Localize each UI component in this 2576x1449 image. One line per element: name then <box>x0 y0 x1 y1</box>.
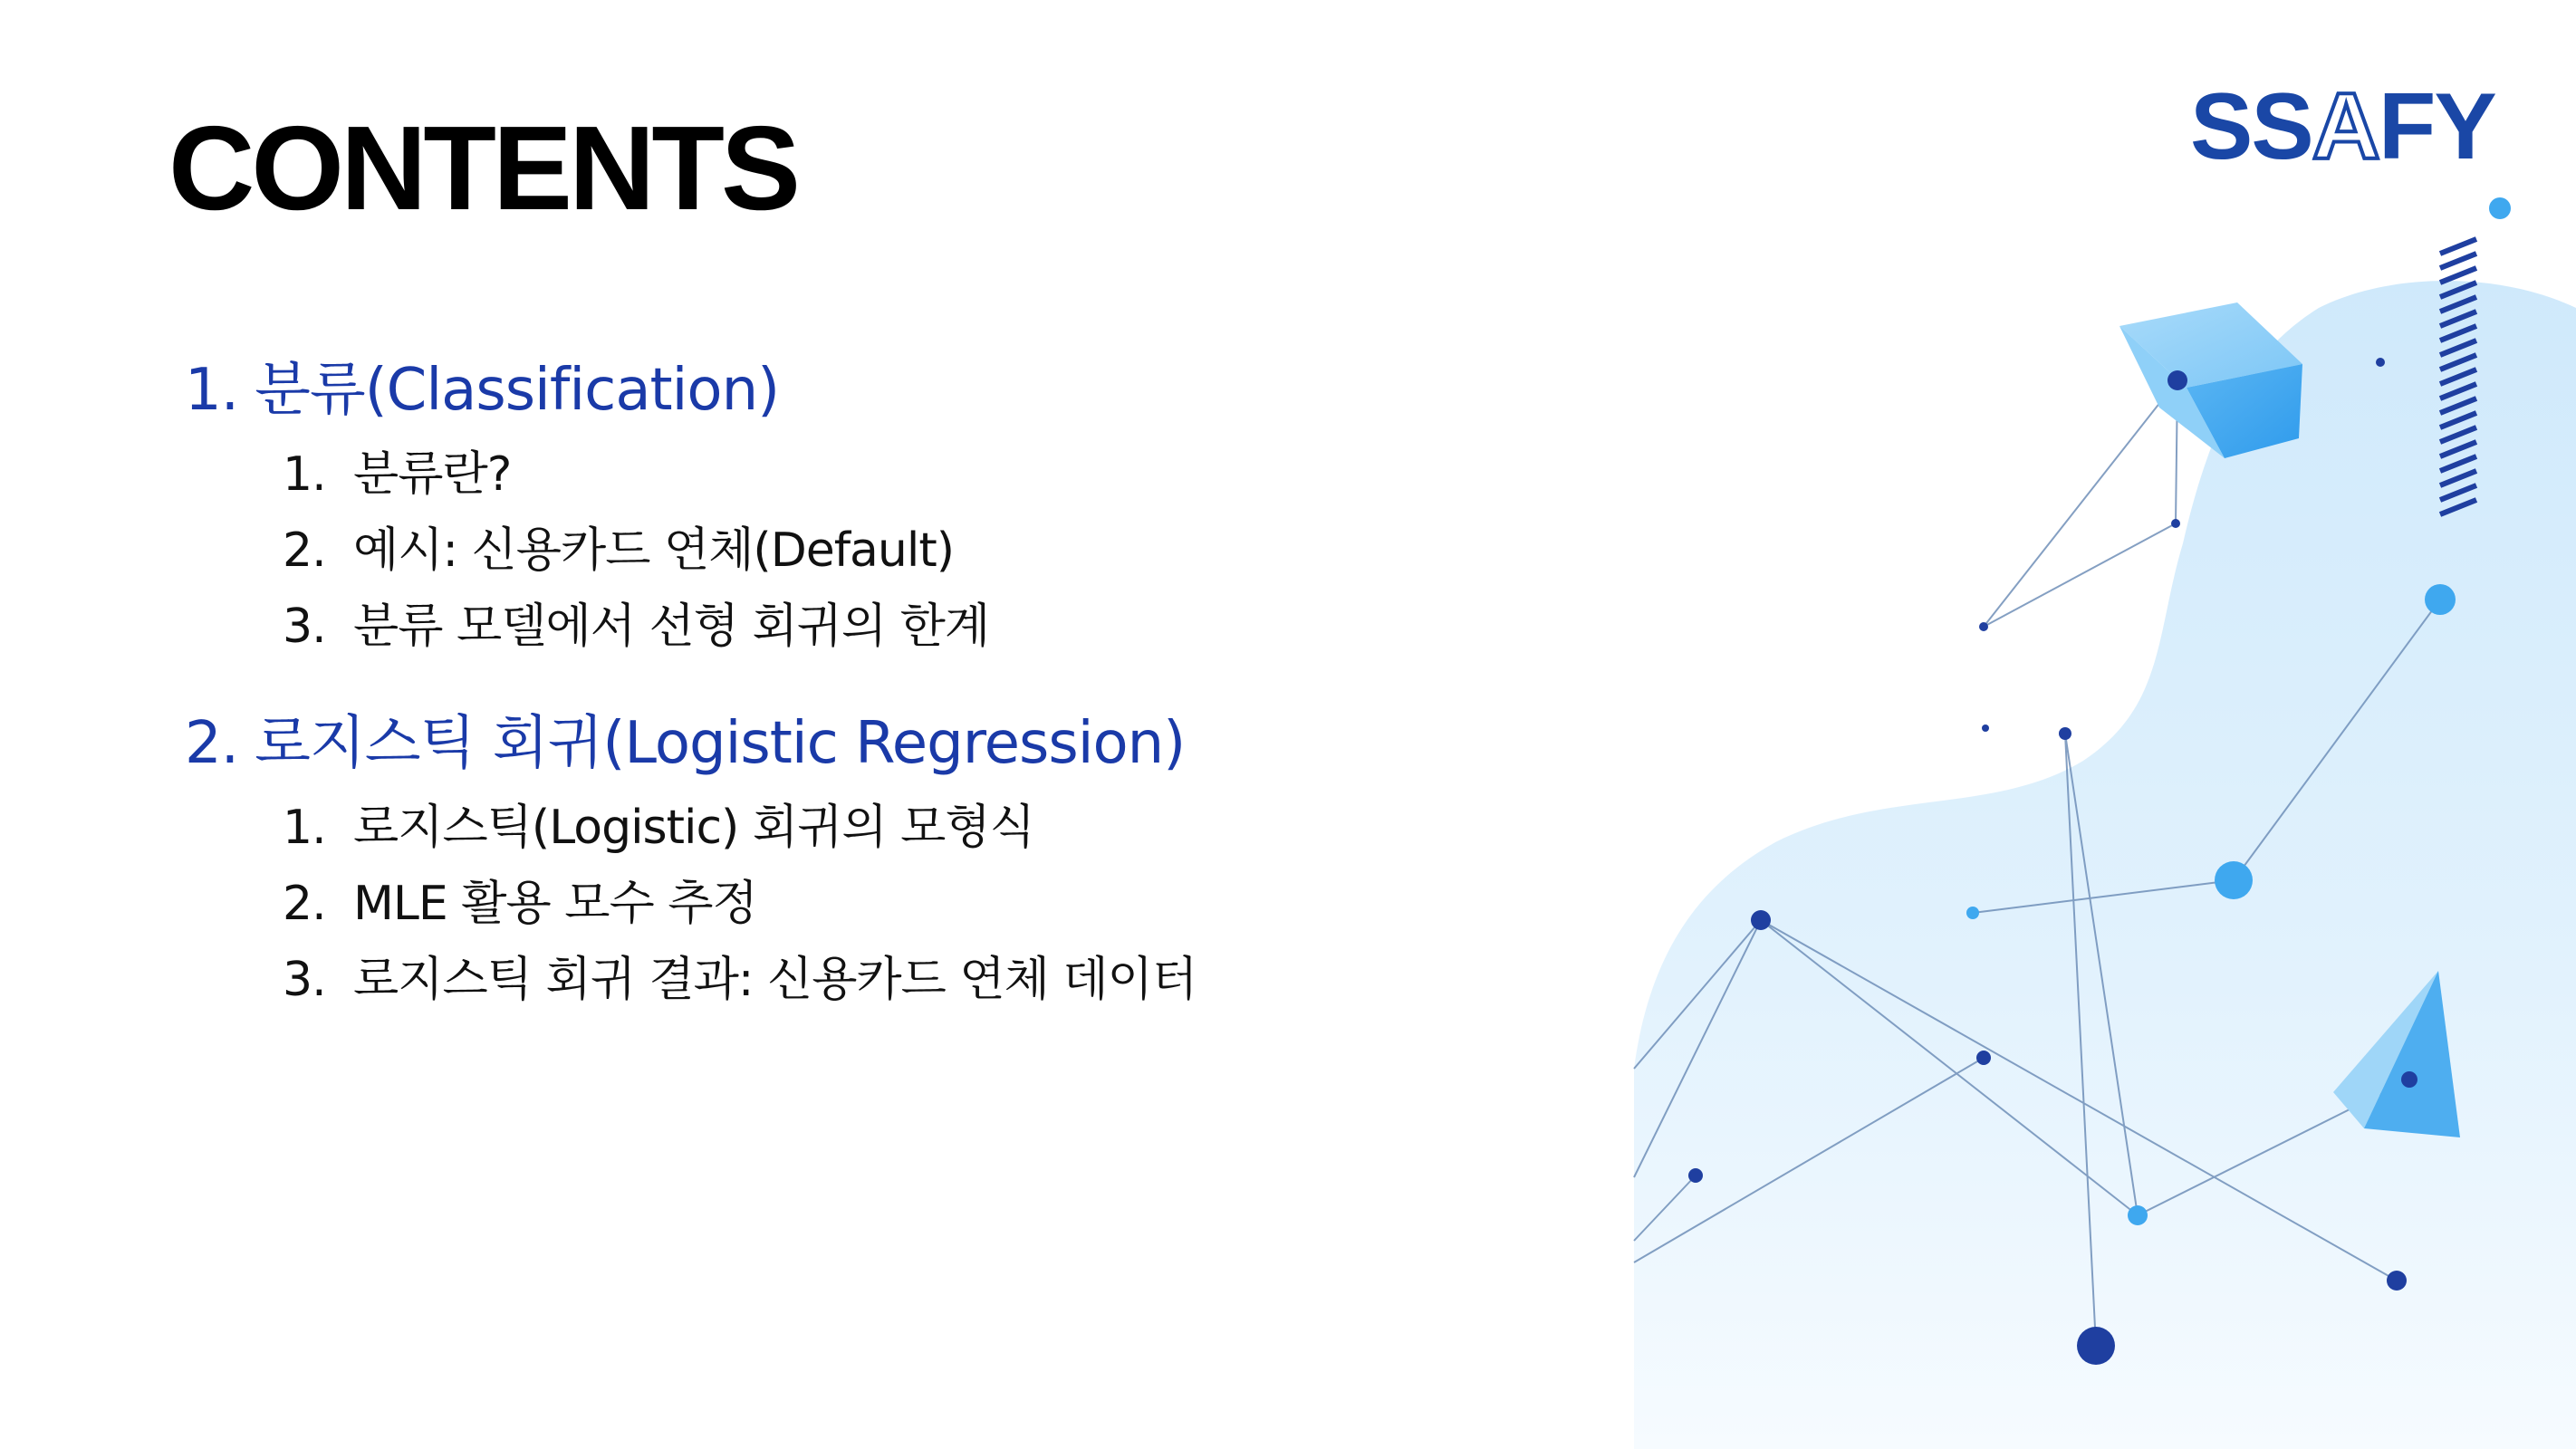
item-number: 3. <box>283 953 326 1007</box>
section-item-list <box>185 437 1543 665</box>
section-classification <box>185 353 1543 665</box>
ssafy-logo <box>2190 74 2495 179</box>
section-number: 2. <box>185 710 239 777</box>
item-label: 로지스틱(Logistic) 회귀의 모형식 <box>353 801 1034 855</box>
item-label: 예시: 신용카드 연체(Default) <box>353 523 955 578</box>
item-number: 1. <box>283 801 326 855</box>
list-item <box>283 437 1543 513</box>
item-label: MLE 활용 모수 추정 <box>353 877 757 931</box>
list-item <box>283 513 1543 589</box>
section-title: 분류(Classification) <box>255 357 780 424</box>
page-title: CONTENTS <box>168 101 797 235</box>
item-number: 1. <box>283 447 326 502</box>
blob-shape <box>1634 281 2576 1449</box>
item-number: 3. <box>283 600 326 654</box>
table-of-contents <box>185 353 1543 1060</box>
section-number: 1. <box>185 357 239 424</box>
item-label: 분류 모델에서 선형 회귀의 한계 <box>353 600 990 654</box>
item-number: 2. <box>283 877 326 931</box>
item-label: 로지스틱 회귀 결과: 신용카드 연체 데이터 <box>353 953 1197 1007</box>
list-item <box>283 589 1543 665</box>
section-heading <box>185 706 1543 781</box>
section-logistic-regression <box>185 706 1543 1018</box>
list-item <box>283 942 1543 1018</box>
item-label: 분류란? <box>353 447 512 502</box>
logo-prefix: SS <box>2190 74 2312 179</box>
logo-highlight: A <box>2312 74 2379 179</box>
item-number: 2. <box>283 523 326 578</box>
section-title: 로지스틱 회귀(Logistic Regression) <box>255 710 1186 777</box>
cube-decoration <box>2119 302 2302 458</box>
list-item <box>283 866 1543 942</box>
list-item <box>283 790 1543 866</box>
logo-suffix: FY <box>2378 74 2495 179</box>
section-item-list <box>185 790 1543 1018</box>
section-heading <box>185 353 1543 427</box>
